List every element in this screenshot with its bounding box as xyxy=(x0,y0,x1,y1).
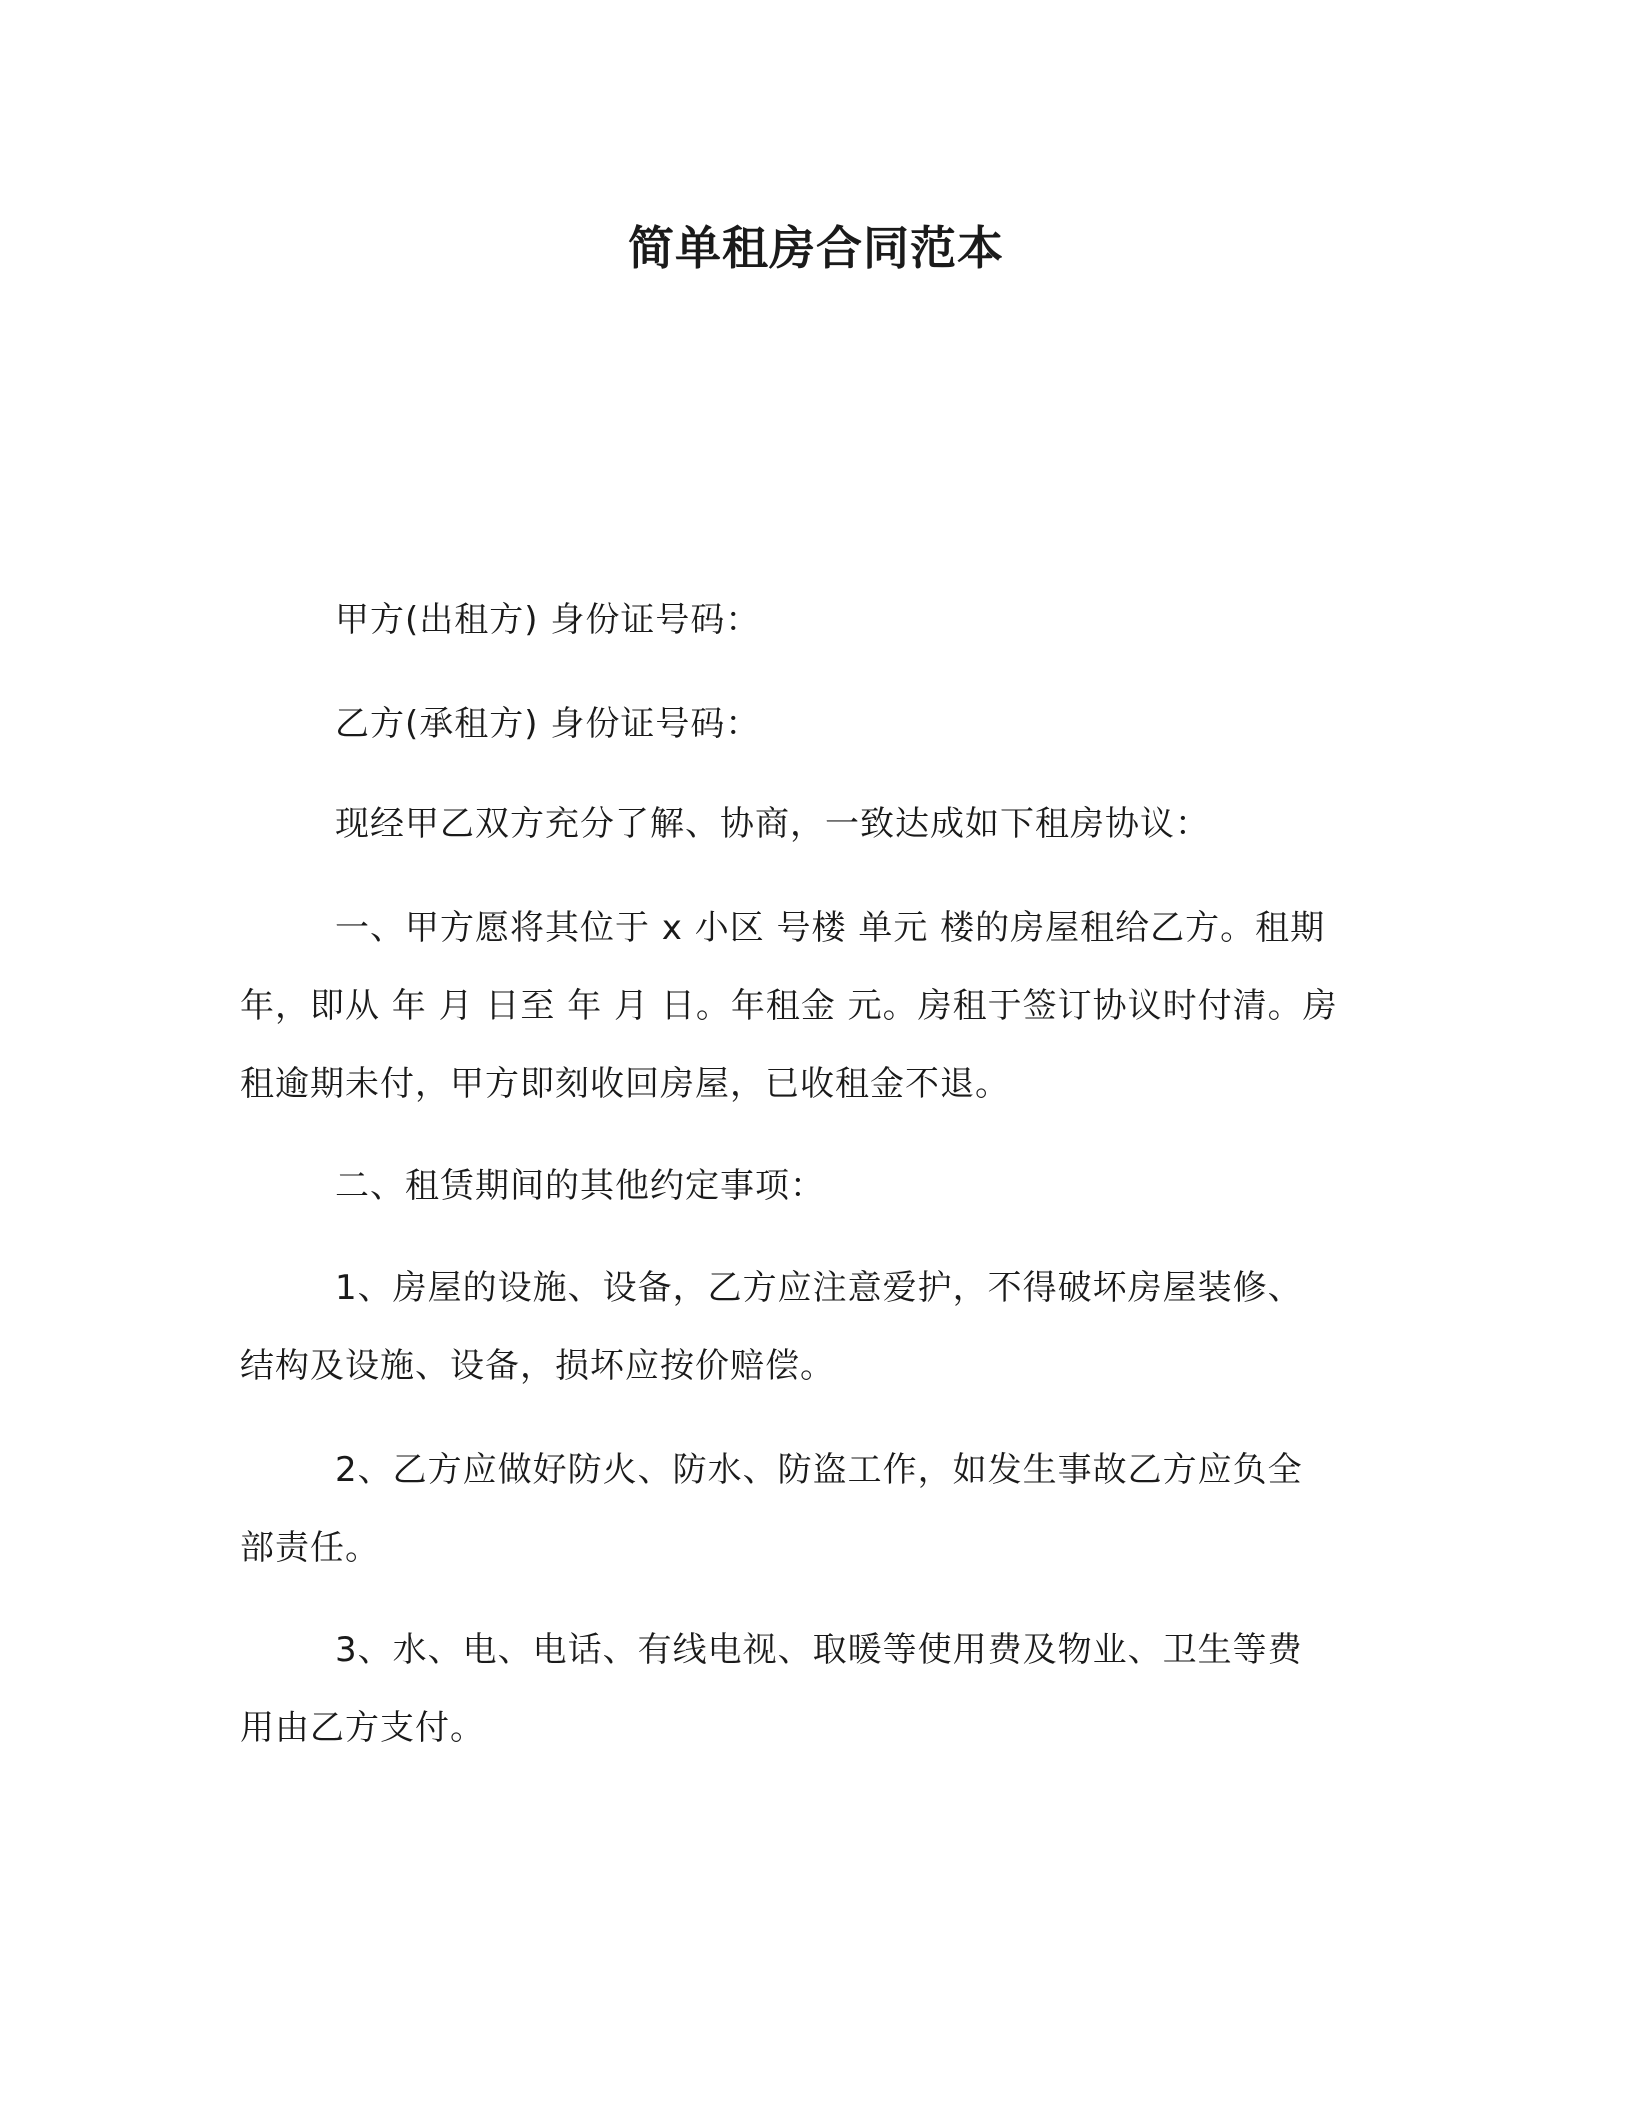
item-1-line-1: 1、房屋的设施、设备，乙方应注意爱护，不得破坏房屋装修、 xyxy=(335,1268,1303,1308)
agreement-intro-line: 现经甲乙双方充分了解、协商，一致达成如下租房协议： xyxy=(335,804,1210,844)
clause-1-line-1: 一、甲方愿将其位于 x 小区 号楼 单元 楼的房屋租给乙方。租期 xyxy=(335,908,1326,948)
party-a-line: 甲方(出租方) 身份证号码： xyxy=(335,600,761,640)
clause-1-line-3: 租逾期未付，甲方即刻收回房屋，已收租金不退。 xyxy=(240,1064,1010,1104)
item-1-line-2: 结构及设施、设备，损坏应按价赔偿。 xyxy=(240,1346,835,1386)
document-title: 简单租房合同范本 xyxy=(628,221,1004,275)
party-b-line: 乙方(承租方) 身份证号码： xyxy=(335,704,761,744)
item-2-line-1: 2、乙方应做好防火、防水、防盗工作，如发生事故乙方应负全 xyxy=(335,1450,1303,1490)
clause-1-line-2: 年，即从 年 月 日至 年 月 日。年租金 元。房租于签订协议时付清。房 xyxy=(240,986,1338,1026)
item-3-line-2: 用由乙方支付。 xyxy=(240,1708,485,1748)
item-3-line-1: 3、水、电、电话、有线电视、取暖等使用费及物业、卫生等费 xyxy=(335,1630,1303,1670)
clause-2-heading: 二、租赁期间的其他约定事项： xyxy=(335,1166,825,1206)
item-2-line-2: 部责任。 xyxy=(240,1528,380,1568)
